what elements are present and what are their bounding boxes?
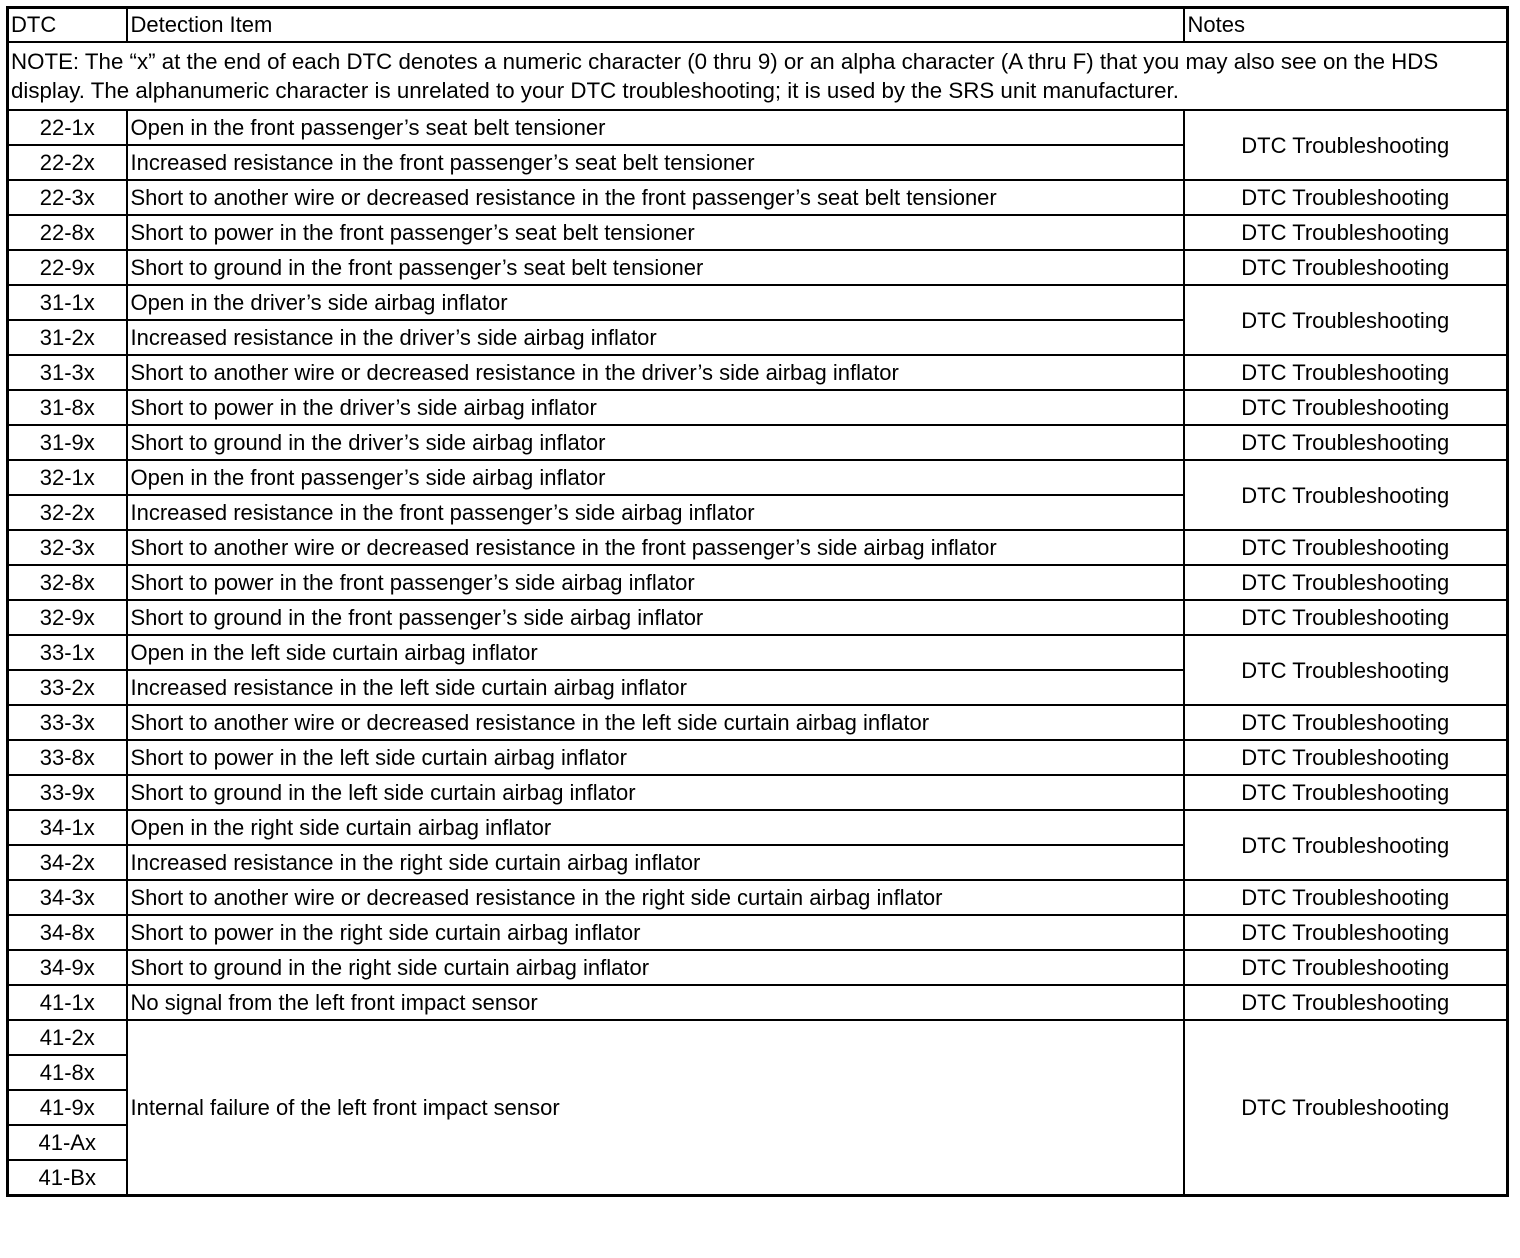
note-text: NOTE: The “x” at the end of each DTC denotes a numeric character (0 thru 9) or an alpha character (A thru F) that you may also see on the HDS display. The alphanumeric character is unrelated to your DTC troubleshooting; it is used by the SRS unit manufacturer.: [8, 42, 1508, 110]
detection-item: Short to power in the left side curtain airbag inflator: [127, 740, 1184, 775]
header-row: [8, 8, 1508, 43]
notes-cell: DTC Troubleshooting: [1184, 740, 1508, 775]
header-dtc: DTC: [8, 8, 127, 43]
dtc-code: 32-3x: [8, 530, 127, 565]
notes-cell: DTC Troubleshooting: [1184, 775, 1508, 810]
table-row: [8, 355, 1508, 390]
detection-item: No signal from the left front impact sensor: [127, 985, 1184, 1020]
detection-item: Increased resistance in the front passenger’s seat belt tensioner: [127, 145, 1184, 180]
table-row: [8, 530, 1508, 565]
notes-cell: DTC Troubleshooting: [1184, 1020, 1508, 1196]
detection-item: Short to ground in the right side curtain airbag inflator: [127, 950, 1184, 985]
detection-item: Short to power in the front passenger’s seat belt tensioner: [127, 215, 1184, 250]
dtc-code: 22-8x: [8, 215, 127, 250]
dtc-code: 31-9x: [8, 425, 127, 460]
detection-item: Short to ground in the front passenger’s seat belt tensioner: [127, 250, 1184, 285]
header-detection-item: Detection Item: [127, 8, 1184, 43]
detection-item: Open in the driver’s side airbag inflator: [127, 285, 1184, 320]
dtc-code: 33-2x: [8, 670, 127, 705]
notes-cell: DTC Troubleshooting: [1184, 705, 1508, 740]
detection-item: Short to power in the driver’s side airbag inflator: [127, 390, 1184, 425]
dtc-code: 32-1x: [8, 460, 127, 495]
table-row: [8, 950, 1508, 985]
detection-item: Increased resistance in the driver’s side airbag inflator: [127, 320, 1184, 355]
dtc-table: [6, 6, 1509, 1197]
detection-item: Short to another wire or decreased resistance in the right side curtain airbag inflator: [127, 880, 1184, 915]
dtc-code: 33-9x: [8, 775, 127, 810]
note-row: [8, 42, 1508, 110]
dtc-code: 31-2x: [8, 320, 127, 355]
notes-cell: DTC Troubleshooting: [1184, 390, 1508, 425]
notes-cell: DTC Troubleshooting: [1184, 810, 1508, 880]
detection-item: Open in the left side curtain airbag inflator: [127, 635, 1184, 670]
dtc-code: 34-2x: [8, 845, 127, 880]
notes-cell: DTC Troubleshooting: [1184, 355, 1508, 390]
table-row: [8, 810, 1508, 845]
dtc-code: 41-1x: [8, 985, 127, 1020]
detection-item: Open in the front passenger’s seat belt tensioner: [127, 110, 1184, 145]
dtc-code: 33-3x: [8, 705, 127, 740]
table-row: [8, 110, 1508, 145]
detection-item: Short to another wire or decreased resistance in the driver’s side airbag inflator: [127, 355, 1184, 390]
notes-cell: DTC Troubleshooting: [1184, 215, 1508, 250]
detection-item: Short to ground in the left side curtain airbag inflator: [127, 775, 1184, 810]
notes-cell: DTC Troubleshooting: [1184, 460, 1508, 530]
table-row: [8, 285, 1508, 320]
table-row: [8, 180, 1508, 215]
dtc-code: 22-1x: [8, 110, 127, 145]
header-notes: Notes: [1184, 8, 1508, 43]
detection-item: Internal failure of the left front impact sensor: [127, 1020, 1184, 1196]
dtc-code: 22-3x: [8, 180, 127, 215]
table-row: [8, 915, 1508, 950]
notes-cell: DTC Troubleshooting: [1184, 635, 1508, 705]
table-row: [8, 635, 1508, 670]
dtc-code: 33-1x: [8, 635, 127, 670]
table-row: [8, 740, 1508, 775]
dtc-code: 34-8x: [8, 915, 127, 950]
detection-item: Increased resistance in the right side curtain airbag inflator: [127, 845, 1184, 880]
notes-cell: DTC Troubleshooting: [1184, 425, 1508, 460]
detection-item: Short to another wire or decreased resistance in the front passenger’s seat belt tensioner: [127, 180, 1184, 215]
dtc-code: 34-1x: [8, 810, 127, 845]
detection-item: Increased resistance in the left side curtain airbag inflator: [127, 670, 1184, 705]
dtc-code: 41-2x: [8, 1020, 127, 1055]
dtc-code: 41-Bx: [8, 1160, 127, 1196]
table-row: [8, 1020, 1508, 1055]
dtc-table-container: [6, 6, 1509, 1197]
detection-item: Short to another wire or decreased resistance in the front passenger’s side airbag inflator: [127, 530, 1184, 565]
detection-item: Short to power in the right side curtain airbag inflator: [127, 915, 1184, 950]
table-row: [8, 985, 1508, 1020]
notes-cell: DTC Troubleshooting: [1184, 285, 1508, 355]
dtc-code: 32-8x: [8, 565, 127, 600]
table-row: [8, 425, 1508, 460]
detection-item: Open in the front passenger’s side airbag inflator: [127, 460, 1184, 495]
notes-cell: DTC Troubleshooting: [1184, 530, 1508, 565]
dtc-code: 32-9x: [8, 600, 127, 635]
notes-cell: DTC Troubleshooting: [1184, 950, 1508, 985]
notes-cell: DTC Troubleshooting: [1184, 600, 1508, 635]
detection-item: Short to power in the front passenger’s side airbag inflator: [127, 565, 1184, 600]
dtc-code: 34-9x: [8, 950, 127, 985]
dtc-code: 22-2x: [8, 145, 127, 180]
notes-cell: DTC Troubleshooting: [1184, 565, 1508, 600]
dtc-code: 31-8x: [8, 390, 127, 425]
table-row: [8, 600, 1508, 635]
dtc-code: 31-3x: [8, 355, 127, 390]
dtc-code: 31-1x: [8, 285, 127, 320]
detection-item: Short to ground in the driver’s side airbag inflator: [127, 425, 1184, 460]
detection-item: Increased resistance in the front passenger’s side airbag inflator: [127, 495, 1184, 530]
dtc-code: 41-8x: [8, 1055, 127, 1090]
detection-item: Short to another wire or decreased resistance in the left side curtain airbag inflator: [127, 705, 1184, 740]
dtc-code: 33-8x: [8, 740, 127, 775]
notes-cell: DTC Troubleshooting: [1184, 180, 1508, 215]
table-row: [8, 390, 1508, 425]
notes-cell: DTC Troubleshooting: [1184, 110, 1508, 180]
table-row: [8, 460, 1508, 495]
table-row: [8, 565, 1508, 600]
table-row: [8, 775, 1508, 810]
dtc-code: 22-9x: [8, 250, 127, 285]
dtc-code: 41-9x: [8, 1090, 127, 1125]
notes-cell: DTC Troubleshooting: [1184, 915, 1508, 950]
dtc-code: 32-2x: [8, 495, 127, 530]
notes-cell: DTC Troubleshooting: [1184, 250, 1508, 285]
notes-cell: DTC Troubleshooting: [1184, 985, 1508, 1020]
notes-cell: DTC Troubleshooting: [1184, 880, 1508, 915]
dtc-code: 34-3x: [8, 880, 127, 915]
table-row: [8, 880, 1508, 915]
table-row: [8, 250, 1508, 285]
dtc-code: 41-Ax: [8, 1125, 127, 1160]
detection-item: Short to ground in the front passenger’s side airbag inflator: [127, 600, 1184, 635]
table-row: [8, 705, 1508, 740]
table-row: [8, 215, 1508, 250]
detection-item: Open in the right side curtain airbag inflator: [127, 810, 1184, 845]
